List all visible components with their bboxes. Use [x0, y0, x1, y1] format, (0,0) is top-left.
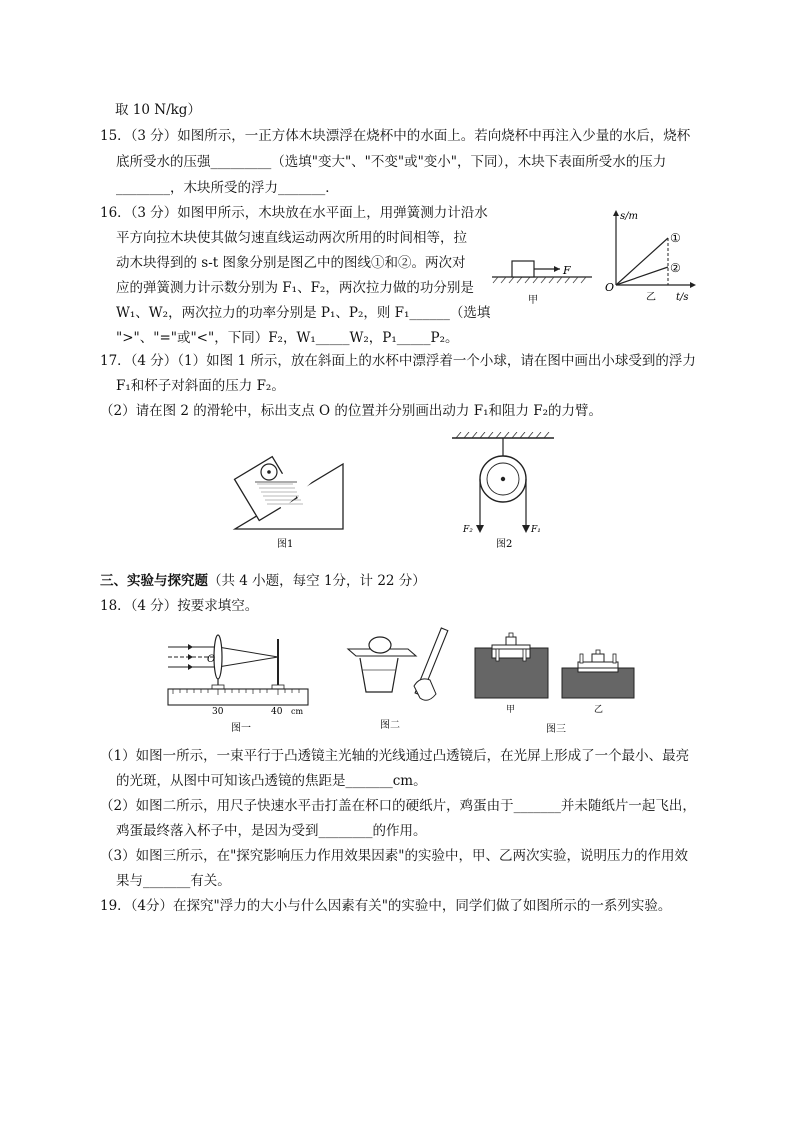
graph-line-2 [616, 267, 668, 285]
question-18-part3-line1: （3）如图三所示，在"探究影响压力作用效果因素"的实验中，甲、乙两次实验，说明压力的作用效 [100, 848, 689, 864]
table-top-b [578, 662, 618, 668]
f1-label: F₁ [531, 525, 541, 535]
question-16-line-2: 平方向拉木块使其做匀速直线运动两次所用的时间相等，拉 [116, 230, 467, 246]
figure-three-caption: 图三 [546, 724, 566, 735]
section-3-note: （共 4 小题，每空 1分，计 22 分） [208, 573, 426, 589]
ruler [168, 689, 308, 705]
ruler-label-30: 30 [212, 707, 224, 717]
question-18-part3-line2: 果与_______有关。 [116, 873, 231, 889]
question-17-line-3: （2）请在图 2 的滑轮中，标出支点 O 的位置并分别画出动力 F₁和阻力 F₂的力臂。 [100, 403, 603, 419]
egg-cup-figure [340, 624, 450, 734]
question-16-line-1: 16．（3 分）如图甲所示，木块放在水平面上，用弹簧测力计沿水 [100, 205, 488, 221]
question-18-part1-line2: 的光斑，从图中可知该凸透镜的焦距是_______cm。 [116, 773, 427, 789]
sponge-a [475, 648, 548, 698]
line-2-label: ② [670, 261, 681, 275]
wooden-block [512, 261, 534, 277]
question-18-part1-line1: （1）如图一所示，一束平行于凸透镜主光轴的光线通过凸透镜后，在光屏上形成了一个最小、最亮 [100, 748, 690, 764]
question-18: 18．（4 分）按要求填空。 [100, 598, 259, 614]
label-jia: 甲 [506, 705, 516, 715]
force-label: F [563, 264, 571, 277]
question-19: 19．（4分）在探究"浮力的大小与什么因素有关"的实验中，同学们做了如图所示的一系列实验。 [100, 898, 672, 914]
figure-caption: 甲 [528, 295, 538, 306]
label-yi: 乙 [594, 705, 604, 715]
question-17-line-1: 17．（4 分）（1）如图 1 所示，放在斜面上的水杯中漂浮着一个小球，请在图中画出小球受到的浮力 [100, 353, 696, 369]
question-16-line-4: 应的弹簧测力计示数分别为 F₁、F₂，两次拉力做的功分别是 [116, 280, 474, 296]
question-18-part2-line2: 鸡蛋最终落入杯子中，是因为受到________的作用。 [116, 823, 427, 839]
x-axis-label: t/s [676, 292, 689, 303]
pressure-figure [470, 628, 640, 736]
incline-cup-figure [225, 432, 350, 550]
figure-2-caption: 图2 [496, 539, 513, 550]
origin-label: O [605, 281, 615, 294]
question-15-line-3: ________，木块所受的浮力_______． [116, 180, 339, 196]
y-axis-label: s/m [620, 211, 638, 222]
table-top-a [492, 645, 530, 649]
egg [369, 637, 391, 653]
s-t-graph [598, 205, 700, 305]
question-16-line-3: 动木块得到的 s-t 图象分别是图乙中的图线①和②。两次对 [116, 255, 466, 271]
graph-caption: 乙 [646, 292, 656, 303]
figure-two-caption: 图二 [380, 720, 400, 731]
lens-bench-figure [163, 627, 313, 735]
question-18-part2-line1: （2）如图二所示，用尺子快速水平击打盖在杯口的硬纸片，鸡蛋由于_______并未随纸片一起飞出， [100, 798, 696, 814]
ruler-label-40: 40 [271, 707, 283, 717]
text-line: 取 10 N/kg） [115, 102, 201, 118]
question-15-line-1: 15．（3 分）如图所示，一正方体木块漂浮在烧杯中的水面上。若向烧杯中再注入少量的水后，烧杯 [100, 128, 691, 144]
section-3-heading [100, 571, 426, 591]
glass [360, 658, 398, 692]
question-17-line-2: F₁和杯子对斜面的压力 F₂。 [116, 378, 285, 394]
f2-label: F₂ [463, 525, 473, 535]
lens-center-label: O [207, 654, 216, 665]
figure-one-caption: 图一 [231, 723, 251, 734]
ruler-unit: cm [291, 707, 304, 716]
question-15-line-2: 底所受水的压强_________（选填"变大"、"不变"或"变小"，下同），木块下表面所受水的压力 [116, 154, 667, 170]
weight-a [506, 637, 516, 645]
figure-1-caption: 图1 [277, 539, 294, 550]
question-16-line-5: W₁、W₂，两次拉力的功率分别是 P₁、P₂，则 F₁______（选填 [116, 305, 491, 321]
sponge-b [562, 668, 634, 698]
question-16-line-6: ">"、"="或"<"，下同）F₂，W₁_____W₂，P₁_____P₂。 [116, 330, 459, 346]
graph-line-1 [616, 238, 668, 285]
hand [414, 679, 436, 700]
weight-b [592, 654, 604, 662]
line-1-label: ① [670, 231, 681, 245]
section-3-title: 三、实验与探究题 [100, 573, 208, 589]
pulley-figure [448, 432, 558, 550]
block-figure [490, 255, 595, 310]
